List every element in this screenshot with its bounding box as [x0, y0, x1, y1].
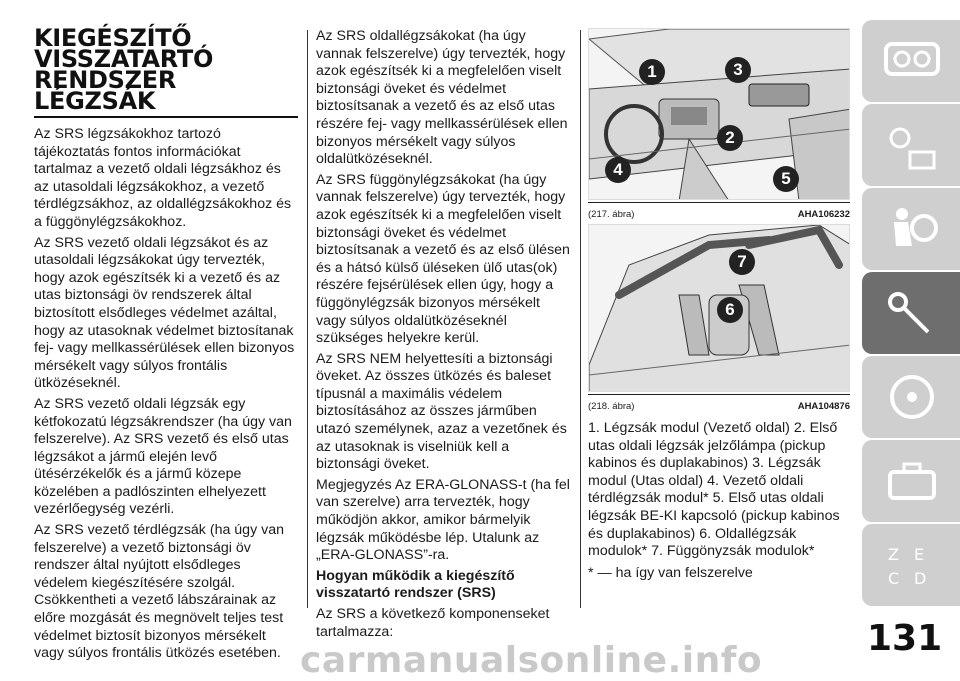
footnote: * — ha így van felszerelve — [588, 564, 753, 581]
svg-text:C: C — [888, 569, 900, 588]
component-legend — [588, 420, 850, 582]
side-tab-maintenance[interactable] — [862, 440, 960, 522]
legend-item: 4. Vezető oldali térdlégzsák modul* — [588, 472, 804, 507]
callout-1: 1 — [639, 59, 665, 85]
watermark: carmanualsonline.info — [300, 640, 763, 681]
callout-7: 7 — [729, 249, 755, 275]
paragraph: Az SRS vezető oldali légzsákot és az utasoldali légzsákokat úgy tervezték, hogy azok egészítsék ki a vezető és az utas biztonsági öv rendszerek által biztosított elsődleges védelmet azáltal, hogy az utasoknak védelmet biztosítanak fej- vagy mellkassérülések ellen bizonyos mérsékelt vagy súlyos frontális ütközéseknél. — [34, 234, 295, 392]
column-divider — [580, 30, 581, 608]
svg-text:Z: Z — [888, 545, 899, 564]
side-tab-warnings[interactable] — [862, 104, 960, 186]
legend-item: 3. Légzsák modul (Utas oldal) — [588, 455, 821, 489]
paragraph: Az SRS oldallégzsákokat (ha úgy vannak felszerelve) úgy tervezték, hogy azok egészítsék ki a megfelelően viselt biztonsági öveket és védelmet biztosítsanak a vezető és az első utas részére fej- vagy mellkassérülések ellen bizonyos mérsékelt vagy súlyos oldalütközéseknél. — [316, 28, 568, 168]
paragraph: Az SRS a következő komponenseket tartalmazza: — [316, 606, 550, 640]
figure-code: AHA106232 — [797, 209, 850, 220]
side-tab-dashboard[interactable] — [862, 20, 960, 102]
section-title: KIEGÉSZÍTŐ VISSZATARTÓ RENDSZER LÉGZSÁK — [34, 28, 298, 118]
figure-code: AHA104876 — [797, 401, 850, 412]
side-tab-driving[interactable] — [862, 356, 960, 438]
start-key-icon — [882, 286, 942, 340]
warning-lights-icon — [882, 118, 942, 172]
legend-item: 6. Oldallégzsák modulok* — [588, 525, 797, 560]
paragraph: Az SRS vezető térdlégzsák (ha úgy van felszerelve) a vezető biztonsági öv rendszer által nyújtott elsődleges védelem kiegészítésére szolgál. Csökkentheti a vezető lábszárainak az előre mozgását és megnövelt teljes test védelmet biztosít bizonyos mérsékelt vagy súlyos frontális ütközés esetében. — [34, 522, 284, 662]
figure-caption — [588, 394, 850, 412]
car-dashboard-icon — [882, 34, 942, 88]
paragraph: Az SRS légzsákokhoz tartozó tájékoztatás fontos információkat tartalmaz a vezető oldali légzsákhoz és az utasoldali légzsákokhoz, a vezető térdlégzsákhoz, az oldallégzsákokhoz és a függönylégzsákokhoz. — [34, 126, 292, 230]
callout-4: 4 — [605, 157, 631, 183]
callout-2: 2 — [717, 125, 743, 151]
column-2 — [316, 28, 572, 644]
column-divider — [307, 30, 308, 608]
callout-5: 5 — [773, 166, 799, 192]
legend-item: 5. Első utas oldali légzsák BE-KI kapcsoló (pickup kabinos és duplakabinos) — [588, 490, 840, 542]
page-number: 131 — [867, 618, 943, 659]
toolbox-icon — [882, 454, 942, 508]
callout-6: 6 — [717, 297, 743, 323]
figure-dashboard — [588, 28, 850, 200]
legend-item: 2. Első utas oldali légzsák jelzőlámpa (pickup kabinos és duplakabinos) — [588, 420, 838, 472]
side-tab-safety[interactable] — [862, 188, 960, 270]
alphabet-index-icon — [882, 538, 942, 592]
side-tab-index[interactable] — [862, 524, 960, 606]
figure-side-airbags — [588, 224, 850, 392]
figure-number: (217. ábra) — [588, 209, 635, 220]
paragraph: Az SRS NEM helyettesíti a biztonsági öveket. Az összes ütközés és baleset típusnál a maximális védelem biztosításához az összes járműben utazó személynek, azaz a vezetőnek és az utasoknak is viselniük kell a biztonsági öveket. — [316, 350, 567, 473]
column-1 — [34, 24, 298, 666]
airbag-seat-icon — [882, 202, 942, 256]
paragraph: Az SRS vezető oldali légzsák egy kétfokozatú légzsákrendszer (ha úgy van felszerelve). Az SRS vezető és első utas légzsákot a jármű elején levő ütésérzékelők és a jármű közepe közelében a padlószinten elhelyezett vezérlőegység vezérli. — [34, 395, 292, 518]
svg-text:D: D — [914, 569, 927, 588]
side-tab-starting[interactable] — [862, 272, 960, 354]
figure-caption — [588, 202, 850, 220]
column-3 — [588, 28, 850, 585]
paragraph: Megjegyzés Az ERA-GLONASS-t (ha fel van szerelve) arra tervezték, hogy működjön akkor, amikor bármelyik légzsák működésbe lép. Utalunk az „ERA-GLONASS”-ra. — [316, 476, 570, 564]
figure-number: (218. ábra) — [588, 401, 635, 412]
callout-3: 3 — [725, 57, 751, 83]
steering-wheel-icon — [882, 370, 942, 424]
svg-text:E: E — [914, 545, 925, 564]
legend-item: 1. Légzsák modul (Vezető oldal) — [588, 420, 790, 436]
subheading: Hogyan működik a kiegészítő visszatartó rendszer (SRS) — [316, 567, 515, 602]
paragraph: Az SRS függönylégzsákokat (ha úgy vannak felszerelve) úgy tervezték, hogy azok egészítsék ki a megfelelően viselt biztonsági öveket és védelmet biztosítsanak a vezető és az első ülésen és a hátsó külső üléseken ülő utas(ok) részére fejsérülések ellen úgy, hogy a függönylégzsák bizonyos mérsékelt vagy súlyos oldalütközéseknél szükséges helyekre kerül. — [316, 171, 570, 347]
legend-item: 7. Függönyzsák modulok* — [651, 543, 815, 560]
